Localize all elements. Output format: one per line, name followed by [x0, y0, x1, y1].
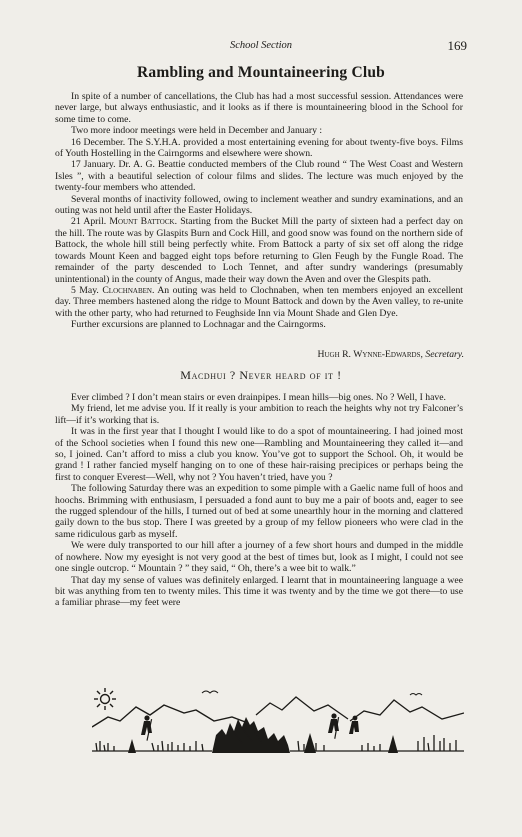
article-paragraph: Two more indoor meetings were held in December and January :: [71, 125, 323, 137]
signature: [317, 349, 464, 360]
essay-paragraph: My friend, let me advise you. If it really is your ambition to reach the heights why not try Falconer’s lift—if it’s working that is.: [55, 403, 463, 426]
essay-body: [55, 392, 463, 609]
article-paragraph: 16 December. The S.Y.H.A. provided a most entertaining evening for about twenty-five boys. Films of Youth Hostelling in the Cairngorms and elsewhere were shown.: [55, 136, 463, 160]
entry-text: An outing was held to Clochnaben, when ten members enjoyed an excellent day. Three members hastened along the ridge to Mount Battock and down by the Aven valley, to re-unite with the other party, who had returned to Feughside Inn via Mount Shade and Glen Dye.: [55, 284, 464, 319]
article-paragraph: Several months of inactivity followed, owing to inclement weather and sundry examinations, and an outing was not held until after the Easter Holidays.: [55, 193, 463, 217]
article-title: Rambling and Mountaineering Club: [137, 64, 385, 81]
signature-role: Secretary.: [425, 349, 464, 360]
article-paragraph: 17 January. Dr. A. G. Beattie conducted members of the Club round “ The West Coast and Western Isles ”, with a beautiful selection of colour films and slides. The lecture was much enjoyed by the twenty-four members who attended.: [55, 159, 463, 194]
essay-paragraph: It was in the first year that I thought I would like to do a spot of mountaineering. I had joined most of the School societies when I found this new one—Rambling and Mountaineering they called it—and so, I joined. Can’t afford to miss a club you know. You’ve got to support the School. Oh, it would be grand ! I rather fancied myself hanging on to one of these hair-raising precipices or perhaps being the first to conquer Everest—Well, why not ? You haven’t tried, have you ?: [55, 426, 463, 483]
mountain-illustration: [92, 683, 464, 753]
grass-ground: [92, 741, 212, 751]
article-body: [55, 91, 463, 331]
section-title: School Section: [229, 40, 293, 51]
page-number: 169: [447, 38, 467, 53]
signature-name: Hugh R. Wynne-Edwards,: [317, 349, 423, 360]
article-paragraph: [55, 216, 463, 284]
sun-icon: [94, 688, 116, 710]
entry-date: 21 April.: [71, 216, 107, 228]
essay-paragraph: That day my sense of values was definitely enlarged. I learnt that in mountaineering language a wee bit was anything from ten to twenty miles. This time it was twenty and by the time we got there—to use a familiar phrase—my feet were: [55, 574, 463, 609]
essay-paragraph: We were duly transported to our hill after a journey of a few short hours and dumped in the middle of nowhere. Now my eyesight is not very good at the best of times but, look as I might, I could not see one single outcrop. “ Mountain ? ” they said, “ Oh, there’s a wee bit to walk.”: [55, 540, 463, 575]
entry-place: Clochnaben.: [102, 284, 155, 296]
entry-text: Starting from the Bucket Mill the party of sixteen had a perfect day on the hill. The route was by Glaspits Burn and Cock Hill, and good snow was found on the northern side of Battock, the whole hill still being perfectly white. From Battock a party of six set off along the ridge towards Mount Keen and bagged eight tops before returning to Glen Feugh by the Fungle Road. The remainder of the party descended to Loch Tennet, and after sundry wanderings (presumably unintentional) in the county of Angus, made their way down the Aven and over the Glespits path.: [55, 216, 464, 285]
bird-icon: [202, 691, 218, 693]
mountain-range: [92, 705, 248, 727]
essay-paragraph: The following Saturday there was an expedition to some pimple with a Gaelic name full of hoos and hoochs. Brimming with enthusiasm, I persuaded a fond aunt to buy me a pair of boots and, eager to see the rugged splendour of the hills, I turned out of bed at some unearthly hour in the morning and clattered gaily down to the bus stop. There I was greeted by a group of my fellow pioneers who were clad in the same ridiculous garb as myself.: [55, 483, 463, 540]
essay-title: Macdhui ? Never heard of it !: [180, 368, 342, 382]
article-paragraph: In spite of a number of cancellations, the Club has had a most successful session. Attendances were never large, but always enthusiastic, and it looks as if there is mountaineering blood in the School for some time to come.: [55, 91, 463, 125]
running-head: [0, 38, 522, 54]
forest-ground: [212, 717, 290, 753]
entry-place: Mount Battock.: [109, 216, 177, 228]
article-paragraph: Further excursions are planned to Lochnagar and the Cairngorms.: [71, 319, 326, 331]
entry-date: 5 May.: [71, 284, 99, 296]
essay-paragraph: Ever climbed ? I don’t mean stairs or even drainpipes. I mean hills—big ones. No ? Well, I have.: [71, 392, 446, 403]
article-paragraph: [55, 285, 463, 319]
